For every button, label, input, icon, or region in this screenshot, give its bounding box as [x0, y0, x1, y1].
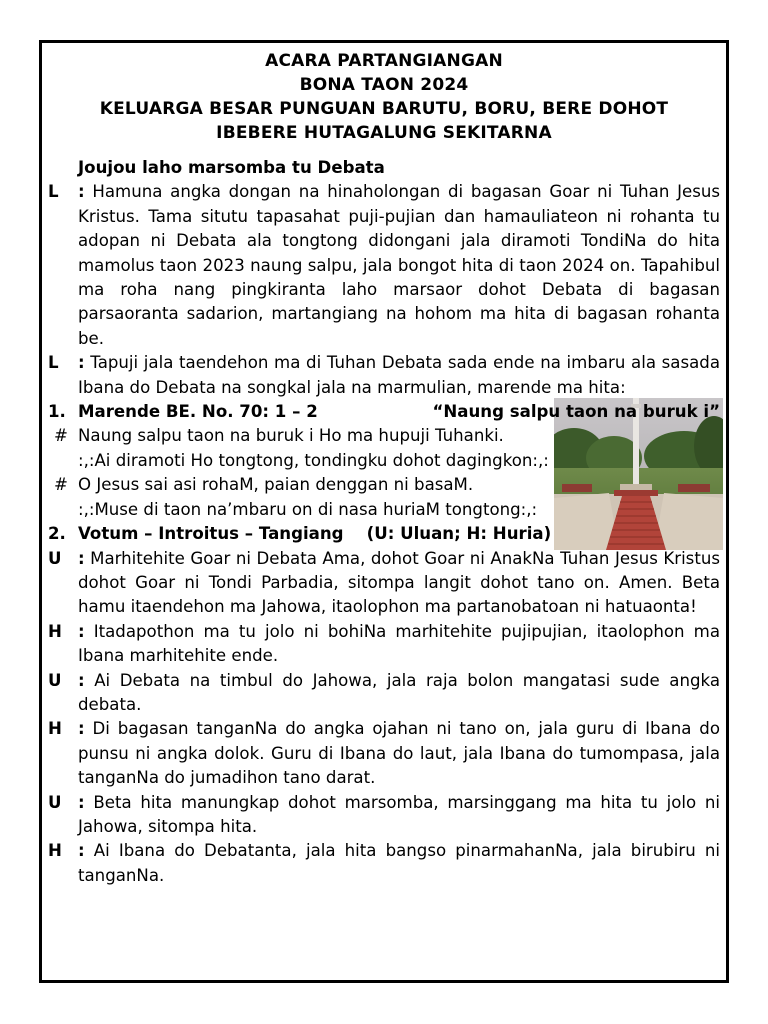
header-year: BONA TAON 2024	[299, 75, 469, 95]
row-text: Marhitehite Goar ni Debata Ama, dohot Goar ni AnakNa Tuhan Jesus Kristus dohot Goar ni Tondi Parbadia, sitompa langit dohot tano on. Amen. Beta hamu itaendehon ma Jahowa, itaolophon ma partanobatoan ni hatuaonta!	[78, 548, 720, 617]
header-family: KELUARGA BESAR PUNGUAN BARUTU, BORU, BERE DOHOT	[99, 99, 669, 119]
row-text: Ai Debata na timbul do Jahowa, jala raja bolon mangatasi sude angka debata.	[78, 670, 720, 714]
row-text: Tapuji jala taendehon ma di Tuhan Debata sada ende na imbaru ala sasada Ibana do Debata na songkal jala na marmulian, marende ma hita:	[78, 353, 720, 397]
row-text: Itadapothon ma tu jolo ni bohiNa marhitehite pujipujian, itaolophon ma Ibana marhitehite ende.	[78, 621, 720, 666]
row-colon: :	[78, 841, 85, 861]
section-heading-votum	[42, 522, 726, 546]
row-text: Hamuna angka dongan na hinaholongan di bagasan Goar ni Tuhan Jesus Kristus. Tama situtu tapasahat puji-pujian dan hamauliateon ni rohanta tu adopan ni Debata ala tongtong didongani jala diramoti TondiNa do hita mamolus taon 2023 naung salpu, jala bongot hita di taon 2024 on. Tapahibul ma roha nang pingkiranta laho marsaor dohot Debata di bagasan parsaoranta sadarion, martangiang na hohom ma hita di bagasan rohanta be.	[78, 182, 720, 348]
song-reference: Marende BE. No. 70: 1 – 2	[78, 402, 318, 422]
liturgy-row	[42, 351, 726, 400]
liturgy-row	[42, 791, 726, 840]
liturgy-row	[42, 547, 726, 620]
row-colon: :	[78, 548, 85, 568]
row-text: Ai Ibana do Debatanta, jala hita bangso pinarmahanNa, jala birubiru ni tanganNa.	[78, 841, 720, 885]
row-colon: :	[78, 353, 85, 373]
verse-marker: #	[54, 475, 68, 495]
row-marker: L	[48, 353, 59, 373]
row-marker: 1.	[48, 402, 66, 422]
row-text: Di bagasan tanganNa do angka ojahan ni tano on, jala guru di Ibana do punsu ni angka dolok. Guru di Ibana do laut, jala Ibana do tumompasa, jala tanganNa do jumadihon tano darat.	[78, 719, 720, 788]
row-marker: H	[48, 719, 62, 739]
document-header	[42, 49, 726, 145]
row-marker: 2.	[48, 524, 66, 544]
row-colon: :	[78, 621, 85, 641]
document-page	[39, 40, 729, 983]
verse-marker: #	[54, 426, 68, 446]
liturgy-row	[42, 839, 726, 888]
song-title: “Naung salpu taon na buruk i”	[432, 402, 720, 422]
verse-refrain: :,:Ai diramoti Ho tongtong, tondingku dohot dagingkon:,:	[78, 450, 549, 470]
liturgy-row	[42, 180, 726, 351]
section-heading-song	[42, 400, 726, 424]
row-colon: :	[78, 670, 85, 690]
intro-title-row	[42, 156, 726, 180]
verse-row	[42, 424, 726, 473]
intro-title: Joujou laho marsomba tu Debata	[78, 158, 385, 177]
row-marker: H	[48, 841, 62, 861]
header-family-cont: IBEBERE HUTAGALUNG SEKITARNA	[216, 123, 552, 143]
header-title: ACARA PARTANGIANGAN	[265, 51, 503, 71]
row-marker: U	[48, 670, 62, 690]
row-marker: L	[48, 182, 59, 202]
row-marker: H	[48, 621, 62, 641]
liturgy-row	[42, 669, 726, 718]
verse-line: Naung salpu taon na buruk i Ho ma hupuji Tuhanki.	[78, 426, 504, 446]
row-marker: U	[48, 548, 62, 568]
row-marker: U	[48, 792, 62, 812]
verse-row	[42, 473, 726, 522]
verse-line: O Jesus sai asi rohaM, paian denggan ni basaM.	[78, 475, 474, 495]
liturgy-row	[42, 717, 726, 790]
verse-refrain: :,:Muse di taon na’mbaru on di nasa huriaM tongtong:,:	[78, 499, 538, 519]
liturgy-row	[42, 620, 726, 669]
row-colon: :	[78, 792, 85, 812]
row-colon: :	[78, 182, 85, 202]
row-colon: :	[78, 719, 85, 739]
document-body	[42, 156, 726, 888]
row-text: Beta hita manungkap dohot marsomba, marsinggang ma hita tu jolo ni Jahowa, sitompa hita.	[78, 792, 720, 836]
section-title: Votum – Introitus – Tangiang (U: Uluan; H: Huria)	[78, 524, 552, 544]
